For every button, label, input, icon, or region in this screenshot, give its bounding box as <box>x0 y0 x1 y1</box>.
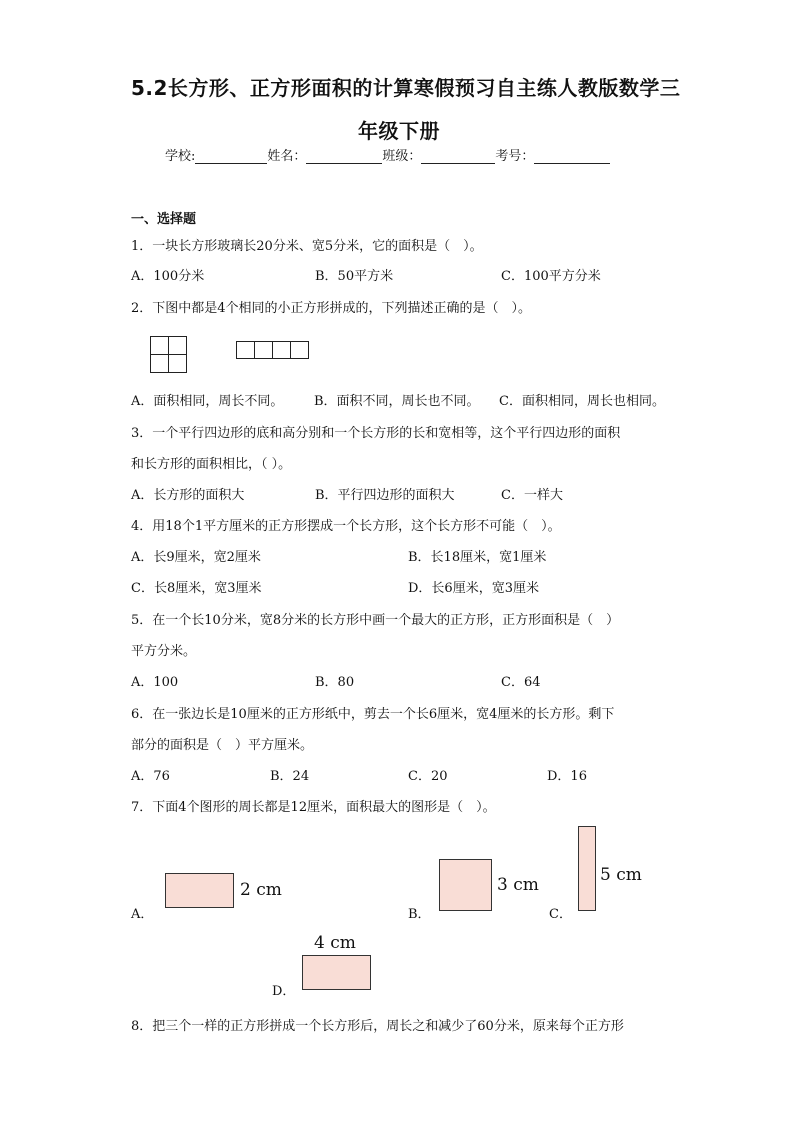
q2-option-a[interactable]: A．面积相同，周长不同。 <box>131 394 284 409</box>
question-5-line2: 平方分米。 <box>131 644 197 659</box>
q1-option-b[interactable]: B．50平方米 <box>315 269 394 284</box>
class-label: 班级： <box>382 149 422 164</box>
page-title-line1: 5.2长方形、正方形面积的计算寒假预习自主练人教版数学三 <box>131 76 681 100</box>
number-blank[interactable] <box>534 149 610 164</box>
q5-option-a[interactable]: A．100 <box>131 675 179 690</box>
question-1: 1．一块长方形玻璃长20分米、宽5分米，它的面积是（ ）。 <box>131 239 483 254</box>
q1-option-c[interactable]: C．100平方分米 <box>501 269 601 284</box>
school-label: 学校: <box>165 149 196 164</box>
q4-option-b[interactable]: B．长18厘米，宽1厘米 <box>408 550 547 565</box>
q5-option-b[interactable]: B．80 <box>315 675 355 690</box>
question-6-line1: 6．在一张边长是10厘米的正方形纸中，剪去一个长6厘米，宽4厘米的长方形。剩下 <box>131 707 615 722</box>
q2-option-b[interactable]: B．面积不同，周长也不同。 <box>314 394 480 409</box>
q2-option-c[interactable]: C．面积相同，周长也相同。 <box>499 394 665 409</box>
question-3-line2: 和长方形的面积相比，（ ）。 <box>131 457 292 472</box>
question-6-line2: 部分的面积是（ ）平方厘米。 <box>131 738 314 753</box>
question-7: 7．下面4个图形的周长都是12厘米，面积最大的图形是（ ）。 <box>131 800 496 815</box>
q1-option-a[interactable]: A．100分米 <box>131 269 205 284</box>
q4-option-c[interactable]: C．长8厘米，宽3厘米 <box>131 581 262 596</box>
question-3-line1: 3．一个平行四边形的底和高分别和一个长方形的长和宽相等，这个平行四边形的面积 <box>131 426 621 441</box>
q6-option-a[interactable]: A．76 <box>131 769 170 784</box>
number-label: 考号： <box>495 149 535 164</box>
question-2: 2．下图中都是4个相同的小正方形拼成的，下列描述正确的是（ ）。 <box>131 301 532 316</box>
q7-dimension-b: 3 cm <box>497 875 539 895</box>
q7-dimension-a: 2 cm <box>240 880 282 900</box>
question-5-line1: 5．在一个长10分米，宽8分米的长方形中画一个最大的正方形，正方形面积是（ ） <box>131 613 620 628</box>
question-8: 8．把三个一样的正方形拼成一个长方形后，周长之和减少了60分米，原来每个正方形 <box>131 1019 624 1034</box>
q6-option-c[interactable]: C．20 <box>408 769 448 784</box>
q3-option-c[interactable]: C．一样大 <box>501 488 563 503</box>
q7-dimension-c: 5 cm <box>600 865 642 885</box>
q6-option-b[interactable]: B．24 <box>270 769 310 784</box>
q3-option-a[interactable]: A．长方形的面积大 <box>131 488 245 503</box>
q7-option-d[interactable]: D． <box>272 984 296 999</box>
q7-option-a[interactable]: A． <box>131 907 154 922</box>
name-label: 姓名： <box>267 149 307 164</box>
q5-option-c[interactable]: C．64 <box>501 675 541 690</box>
q4-option-d[interactable]: D．长6厘米，宽3厘米 <box>408 581 539 596</box>
q7-dimension-d: 4 cm <box>314 933 356 953</box>
page-title-line2: 年级下册 <box>358 119 440 143</box>
q4-option-a[interactable]: A．长9厘米，宽2厘米 <box>131 550 261 565</box>
school-blank[interactable] <box>195 149 267 164</box>
student-info-line <box>165 145 610 164</box>
q7-option-b[interactable]: B． <box>408 907 431 922</box>
q7-figure-c-rectangle <box>578 826 596 911</box>
class-blank[interactable] <box>421 149 495 164</box>
q7-figure-d-rectangle <box>302 955 371 990</box>
q7-figure-b-square <box>439 859 492 911</box>
q6-option-d[interactable]: D．16 <box>547 769 587 784</box>
question-4: 4．用18个1平方厘米的正方形摆成一个长方形，这个长方形不可能（ ）。 <box>131 519 561 534</box>
q7-figure-a-rectangle <box>165 873 234 908</box>
q7-option-c[interactable]: C． <box>549 907 572 922</box>
name-blank[interactable] <box>306 149 382 164</box>
q3-option-b[interactable]: B．平行四边形的面积大 <box>315 488 455 503</box>
section-title: 一、选择题 <box>131 212 197 227</box>
